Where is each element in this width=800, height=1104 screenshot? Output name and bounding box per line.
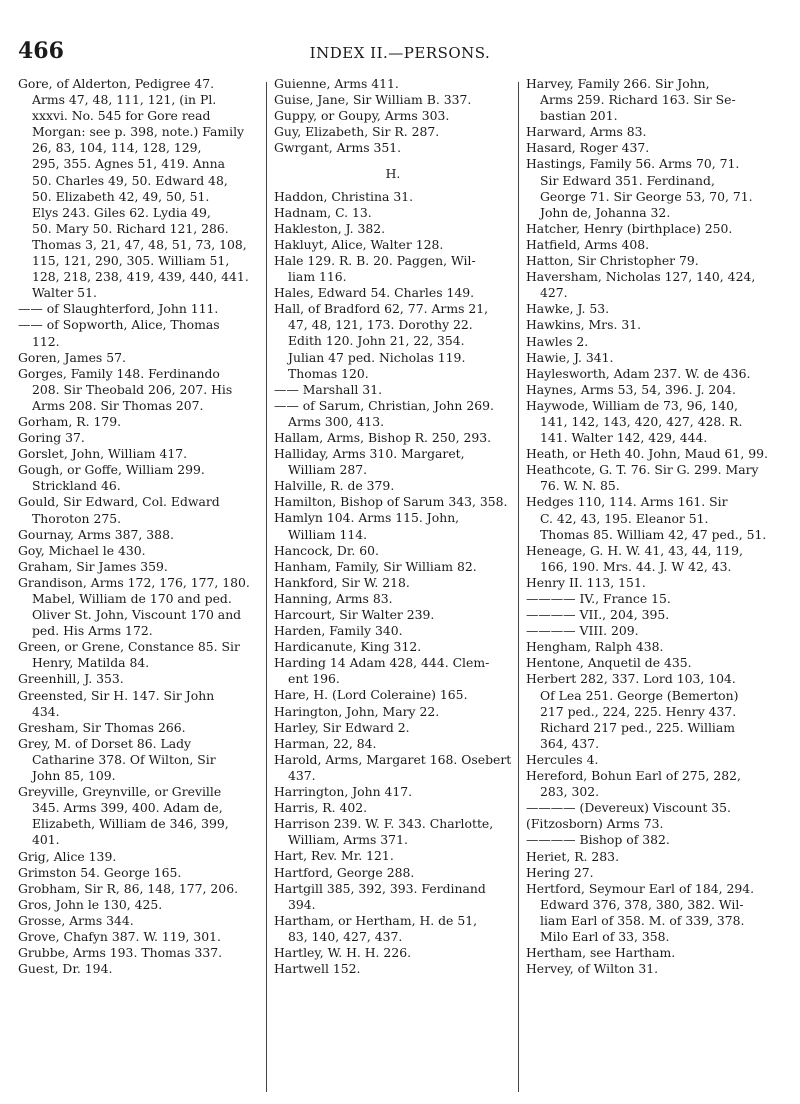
index-entry (18, 688, 262, 720)
index-entry-line: Hallam, Arms, Bishop R. 250, 293. (274, 429, 492, 445)
index-entry-line: Hartford, George 288. (274, 864, 415, 880)
index-entry (274, 816, 512, 848)
index-entry (18, 575, 262, 639)
index-entry-line: Harris, R. 402. (274, 800, 368, 816)
index-entry-line: Halliday, Arms 310. Margaret, (274, 446, 465, 462)
index-entry-line: Gros, John le 130, 425. (18, 896, 163, 912)
index-entry (274, 800, 512, 816)
index-entry (274, 704, 512, 720)
index-entry-line: Gore, of Alderton, Pedigree 47. (18, 76, 215, 91)
index-entry-line: ———— (Devereux) Viscount 35. (526, 800, 731, 816)
index-entry-continuation: 50. Elizabeth 42, 49, 50, 51. (32, 188, 210, 204)
index-entry-line: Heath, or Heth 40. John, Maud 61, 99. (526, 446, 768, 462)
index-column-right (526, 76, 784, 977)
index-entry (274, 189, 512, 205)
index-entry-continuation: 115, 121, 290, 305. William 51, (32, 253, 230, 269)
index-entry (526, 575, 784, 591)
index-entry-line: Hankford, Sir W. 218. (274, 574, 410, 590)
index-entry (526, 752, 784, 768)
index-entry-line: Guest, Dr. 194. (18, 961, 113, 977)
index-entry-line: Grubbe, Arms 193. Thomas 337. (18, 945, 223, 961)
index-entry-continuation: ped. His Arms 172. (32, 623, 153, 639)
index-entry-line: Harrington, John 417. (274, 784, 413, 800)
column-rule (518, 82, 519, 1092)
index-entry-line: Hering 27. (526, 864, 594, 880)
index-entry-line: Herbert 282, 337. Lord 103, 104. (526, 671, 736, 687)
index-entry (274, 720, 512, 736)
index-entry (526, 800, 784, 816)
index-entry-line: Gould, Sir Edward, Col. Edward (18, 494, 220, 510)
index-entry-continuation: Walter 51. (32, 285, 97, 301)
index-entry (274, 687, 512, 703)
index-entry-line: Hatfield, Arms 408. (526, 236, 650, 252)
index-entry (526, 816, 784, 832)
index-entry-line: Hall, of Bradford 62, 77. Arms 21, (274, 301, 489, 317)
index-entry-line: Harcourt, Sir Walter 239. (274, 607, 435, 622)
index-entry-continuation: 434. (32, 703, 60, 719)
index-entry (274, 736, 512, 752)
index-entry (18, 671, 262, 687)
index-entry-line: —— of Slaughterford, John 111. (18, 301, 219, 317)
index-entry (274, 221, 512, 237)
index-entry-line: Haylesworth, Adam 237. W. de 436. (526, 365, 751, 381)
index-entry-line: —— Marshall 31. (274, 381, 383, 397)
index-entry (18, 366, 262, 414)
index-entry (18, 317, 262, 349)
index-entry (18, 929, 262, 945)
index-entry-line: Hancock, Dr. 60. (274, 542, 379, 558)
index-entry-continuation: Thomas 85. William 42, 47 ped., 51. (540, 526, 767, 542)
index-entry-continuation: 364, 437. (540, 735, 600, 751)
index-entry (18, 720, 262, 736)
index-entry-continuation: 112. (32, 333, 60, 349)
index-entry (18, 559, 262, 575)
index-entry-line: —— of Sarum, Christian, John 269. (274, 397, 494, 413)
index-entry-line: Haynes, Arms 53, 54, 396. J. 204. (526, 381, 736, 397)
index-entry (526, 655, 784, 671)
index-entry (274, 285, 512, 301)
index-entry-line: Heneage, G. H. W. 41, 43, 44, 119, (526, 542, 743, 558)
index-entry-line: Guppy, or Goupy, Arms 303. (274, 108, 450, 124)
index-entry-continuation: Arms 47, 48, 111, 121, (in Pl. (32, 92, 217, 108)
index-entry (274, 108, 512, 124)
index-group-h (274, 189, 512, 978)
index-entry-continuation: 283, 302. (540, 784, 600, 800)
index-entry (274, 752, 512, 784)
index-entry-continuation: 345. Arms 399, 400. Adam de, (32, 800, 223, 816)
index-entry-continuation: 50. Charles 49, 50. Edward 48, (32, 172, 228, 188)
index-entry-line: Guise, Jane, Sir William B. 337. (274, 92, 472, 108)
index-entry (274, 639, 512, 655)
index-entry (526, 350, 784, 366)
index-entry-line: Halville, R. de 379. (274, 478, 395, 494)
index-entry (526, 382, 784, 398)
index-entry-line: Hales, Edward 54. Charles 149. (274, 285, 475, 301)
index-entry (18, 849, 262, 865)
index-entry-line: Gorslet, John, William 417. (18, 446, 188, 462)
index-entry-continuation: Sir Edward 351. Ferdinand, (540, 172, 715, 188)
index-entry (18, 414, 262, 430)
index-entry-line: Hamlyn 104. Arms 115. John, (274, 510, 460, 526)
index-entry-continuation: John de, Johanna 32. (540, 204, 671, 220)
index-entry (274, 237, 512, 253)
index-entry (526, 768, 784, 800)
index-entry-line: Goy, Michael le 430. (18, 542, 146, 558)
index-entry-line: Hamilton, Bishop of Sarum 343, 358. (274, 494, 508, 510)
index-entry-line: Hercules 4. (526, 751, 599, 767)
index-entry-line: Hastings, Family 56. Arms 70, 71. (526, 156, 740, 172)
index-entry (274, 76, 512, 92)
index-entry-continuation: Catharine 378. Of Wilton, Sir (32, 751, 216, 767)
index-entry-line: Hanham, Family, Sir William 82. (274, 558, 477, 574)
index-entry (526, 366, 784, 382)
index-entry-continuation: Thomas 120. (288, 365, 369, 381)
index-entry-line: Grey, M. of Dorset 86. Lady (18, 735, 192, 751)
index-entry (526, 543, 784, 575)
index-entry (18, 736, 262, 784)
index-entry-continuation: Strickland 46. (32, 478, 121, 494)
index-entry-line: Henry II. 113, 151. (526, 574, 646, 590)
index-entry (18, 76, 262, 301)
index-entry (274, 591, 512, 607)
index-entry (18, 446, 262, 462)
index-entry-continuation: 401. (32, 832, 60, 848)
index-entry-continuation: Thomas 3, 21, 47, 48, 51, 73, 108, (32, 236, 247, 252)
index-entry (274, 559, 512, 575)
index-entry (274, 124, 512, 140)
index-entry (526, 301, 784, 317)
index-entry-line: Hawke, J. 53. (526, 301, 610, 317)
index-entry-continuation: George 71. Sir George 53, 70, 71. (540, 188, 753, 204)
index-entry-continuation: C. 42, 43, 195. Eleanor 51. (540, 510, 709, 526)
index-entry (18, 430, 262, 446)
index-entry (274, 543, 512, 559)
index-entry-continuation: William, Arms 371. (288, 832, 408, 848)
page-number: 466 (18, 38, 64, 64)
index-entry (526, 945, 784, 961)
index-entry-continuation: 141. Walter 142, 429, 444. (540, 430, 708, 446)
index-entry-line: Hertford, Seymour Earl of 184, 294. (526, 880, 755, 896)
index-entry (274, 881, 512, 913)
index-entry-line: Guy, Elizabeth, Sir R. 287. (274, 124, 440, 140)
index-entry-line: Hakleston, J. 382. (274, 220, 386, 236)
index-entry-line: Green, or Grene, Constance 85. Sir (18, 639, 240, 655)
index-entry (526, 494, 784, 542)
index-entry-line: Hentone, Anquetil de 435. (526, 655, 692, 671)
index-entry-continuation: 437. (288, 767, 316, 783)
index-entry-line: Hartley, W. H. H. 226. (274, 944, 412, 960)
index-entry-line: Hatton, Sir Christopher 79. (526, 253, 699, 269)
index-entry (274, 494, 512, 510)
index-entry (526, 334, 784, 350)
index-entry (274, 575, 512, 591)
index-entry (18, 527, 262, 543)
index-entry-continuation: 217 ped., 224, 225. Henry 437. (540, 703, 737, 719)
index-entry (274, 655, 512, 687)
index-entry-line: Hare, H. (Lord Coleraine) 165. (274, 687, 468, 703)
index-entry (274, 253, 512, 285)
index-entry-continuation: Thoroton 275. (32, 510, 122, 526)
index-entry (274, 865, 512, 881)
index-entry (526, 398, 784, 446)
index-entry (18, 945, 262, 961)
index-entry-continuation: William 287. (288, 462, 368, 478)
index-entry (18, 897, 262, 913)
index-entry (526, 156, 784, 220)
index-entry-line: (Fitzosborn) Arms 73. (526, 816, 664, 832)
index-entry (18, 350, 262, 366)
index-entry (526, 591, 784, 607)
index-entry-continuation: 47, 48, 121, 173. Dorothy 22. (288, 317, 473, 333)
index-entry (274, 848, 512, 864)
index-entry-continuation: William 114. (288, 526, 368, 542)
index-entry-line: Harley, Sir Edward 2. (274, 719, 410, 735)
index-entry (526, 865, 784, 881)
index-entry (274, 205, 512, 221)
column-rule (266, 82, 267, 1092)
index-entry (526, 881, 784, 945)
index-entry-continuation: Of Lea 251. George (Bemerton) (540, 687, 739, 703)
index-entry-continuation: Mabel, William de 170 and ped. (32, 591, 232, 606)
index-entry (526, 639, 784, 655)
index-entry (526, 671, 784, 751)
index-entry-line: Greenhill, J. 353. (18, 671, 124, 687)
index-entry-line: Harden, Family 340. (274, 623, 403, 639)
index-entry (18, 301, 262, 317)
index-entry-line: Gresham, Sir Thomas 266. (18, 719, 186, 735)
index-entry (526, 607, 784, 623)
index-entry-line: Hawles 2. (526, 333, 589, 349)
index-entry-line: Grove, Chafyn 387. W. 119, 301. (18, 928, 221, 944)
index-entry (274, 510, 512, 542)
index-entry-continuation: liam Earl of 358. M. of 339, 378. (540, 912, 745, 928)
index-entry-continuation: Arms 259. Richard 163. Sir Se- (540, 92, 736, 108)
index-entry-line: Gorges, Family 148. Ferdinando (18, 365, 220, 381)
index-entry-continuation: Julian 47 ped. Nicholas 119. (288, 349, 466, 365)
index-entry (18, 865, 262, 881)
index-entry-line: Gournay, Arms 387, 388. (18, 526, 174, 542)
index-entry-continuation: xxxvi. No. 545 for Gore read (32, 108, 211, 124)
index-entry-line: Hedges 110, 114. Arms 161. Sir (526, 494, 728, 510)
index-entry-continuation: Milo Earl of 33, 358. (540, 928, 670, 944)
index-entry (526, 446, 784, 462)
index-entry (18, 961, 262, 977)
running-head: INDEX II.—PERSONS. (309, 44, 491, 62)
index-entry-line: Hale 129. R. B. 20. Paggen, Wil- (274, 252, 476, 268)
index-entry-line: Hanning, Arms 83. (274, 590, 393, 606)
index-entry (18, 784, 262, 848)
index-entry-continuation: 128, 218, 238, 419, 439, 440, 441. (32, 269, 249, 285)
index-entry-line: Haversham, Nicholas 127, 140, 424, (526, 269, 756, 285)
index-entry (274, 398, 512, 430)
index-entry-line: Hart, Rev. Mr. 121. (274, 848, 394, 864)
index-entry (526, 849, 784, 865)
index-entry (526, 832, 784, 848)
index-entry-line: Gorham, R. 179. (18, 413, 122, 429)
index-entry (18, 881, 262, 897)
index-entry-line: ———— VIII. 209. (526, 623, 639, 639)
index-group-g-end (274, 76, 512, 156)
index-entry-continuation: Oliver St. John, Viscount 170 and (32, 607, 242, 623)
index-entry-continuation: Elizabeth, William de 346, 399, (32, 816, 229, 832)
index-entry-line: Hatcher, Henry (birthplace) 250. (526, 220, 733, 236)
index-entry-line: Harrison 239. W. F. 343. Charlotte, (274, 816, 494, 832)
index-entry-continuation: 76. W. N. 85. (540, 478, 620, 494)
index-entry (526, 317, 784, 333)
index-entry (18, 462, 262, 494)
index-entry (526, 76, 784, 124)
index-entry-line: Harman, 22, 84. (274, 735, 377, 751)
index-entry-continuation: Edward 376, 378, 380, 382. Wil- (540, 896, 744, 912)
index-entry-continuation: Henry, Matilda 84. (32, 655, 150, 671)
index-entry (274, 92, 512, 108)
index-entry-continuation: liam 116. (288, 269, 347, 285)
index-entry-line: Hartgill 385, 392, 393. Ferdinand (274, 880, 486, 896)
index-entry-line: Gough, or Goffe, William 299. (18, 462, 205, 478)
page-header (0, 0, 800, 70)
index-entry (274, 140, 512, 156)
index-entry-line: Haddon, Christina 31. (274, 188, 414, 204)
index-entry-line: Hartwell 152. (274, 961, 361, 977)
index-entry-line: Hasard, Roger 437. (526, 140, 650, 156)
index-entry-continuation: 394. (288, 896, 316, 912)
index-entry-line: Hengham, Ralph 438. (526, 639, 664, 655)
index-entry-continuation: John 85, 109. (32, 768, 116, 784)
index-entry-line: Harington, John, Mary 22. (274, 703, 440, 719)
index-entry-line: Heriet, R. 283. (526, 848, 620, 864)
index-entry (526, 269, 784, 301)
index-column-left (18, 76, 262, 977)
index-entry-line: Hereford, Bohun Earl of 275, 282, (526, 768, 741, 784)
index-entry (18, 913, 262, 929)
index-entry-line: Graham, Sir James 359. (18, 558, 168, 574)
index-entry (18, 639, 262, 671)
index-entry-line: Heathcote, G. T. 76. Sir G. 299. Mary (526, 462, 759, 478)
index-entry-continuation: 83, 140, 427, 437. (288, 928, 403, 944)
index-entry-line: Hawkins, Mrs. 31. (526, 317, 642, 333)
index-entry (526, 221, 784, 237)
index-entry-line: Goring 37. (18, 430, 85, 446)
index-entry-continuation: Elys 243. Giles 62. Lydia 49, (32, 204, 211, 220)
index-entry-continuation: 427. (540, 285, 568, 301)
index-entry-continuation: Arms 300, 413. (288, 413, 385, 429)
index-entry-line: Greensted, Sir H. 147. Sir John (18, 687, 215, 703)
index-entry (274, 446, 512, 478)
index-entry-continuation: 50. Mary 50. Richard 121, 286. (32, 220, 229, 236)
index-entry-line: Harding 14 Adam 428, 444. Clem- (274, 655, 490, 671)
index-entry-continuation: 26, 83, 104, 114, 128, 129, (32, 140, 202, 156)
index-entry-line: Hartham, or Hertham, H. de 51, (274, 912, 478, 928)
index-entry-line: Grobham, Sir R, 86, 148, 177, 206. (18, 880, 239, 896)
index-entry-line: Harold, Arms, Margaret 168. Osebert (274, 751, 512, 767)
index-entry-continuation: bastian 201. (540, 108, 618, 124)
index-entry-continuation: ent 196. (288, 671, 340, 687)
index-entry-line: Greyville, Greynville, or Greville (18, 784, 222, 800)
index-entry (526, 237, 784, 253)
index-entry (526, 462, 784, 494)
index-entry (274, 913, 512, 945)
index-entry (274, 784, 512, 800)
index-entry-line: Goren, James 57. (18, 349, 126, 365)
index-entry (274, 623, 512, 639)
index-entry (274, 945, 512, 961)
index-entry (274, 961, 512, 977)
index-entry (526, 961, 784, 977)
index-entry-continuation: 295, 355. Agnes 51, 419. Anna (32, 156, 226, 172)
index-entry (274, 301, 512, 381)
index-entry-line: Guienne, Arms 411. (274, 76, 399, 91)
index-entry (274, 607, 512, 623)
index-entry-continuation: Edith 120. John 21, 22, 354. (288, 333, 465, 349)
index-entry-continuation: 166, 190. Mrs. 44. J. W 42, 43. (540, 558, 732, 574)
index-entry (526, 140, 784, 156)
index-entry-line: Grimston 54. George 165. (18, 864, 182, 880)
index-entry (18, 494, 262, 526)
index-entry-line: Hawie, J. 341. (526, 349, 614, 365)
section-letter: H. (385, 166, 401, 182)
index-entry-line: Grig, Alice 139. (18, 848, 117, 864)
index-entry (274, 382, 512, 398)
index-entry-line: Hardicanute, King 312. (274, 639, 422, 655)
index-entry-line: Haywode, William de 73, 96, 140, (526, 397, 738, 413)
index-entry-line: ———— VII., 204, 395. (526, 607, 670, 623)
index-entry-line: Hertham, see Hartham. (526, 945, 676, 961)
index-entry-continuation: Morgan: see p. 398, note.) Family (32, 124, 245, 140)
index-entry-line: Harvey, Family 266. Sir John, (526, 76, 710, 91)
index-entry-line: —— of Sopworth, Alice, Thomas (18, 317, 220, 333)
index-entry-continuation: 208. Sir Theobald 206, 207. His (32, 381, 233, 397)
index-entry-continuation: 141, 142, 143, 420, 427, 428. R. (540, 413, 743, 429)
index-entry-line: ———— IV., France 15. (526, 591, 671, 606)
index-entry-continuation: Richard 217 ped., 225. William (540, 719, 736, 735)
index-entry-line: Hakluyt, Alice, Walter 128. (274, 236, 444, 252)
index-entry (526, 124, 784, 140)
index-entry-line: Hadnam, C. 13. (274, 204, 372, 220)
index-column-middle (274, 76, 512, 977)
index-entry-line: ———— Bishop of 382. (526, 832, 670, 848)
index-entry (274, 430, 512, 446)
index-entry (526, 623, 784, 639)
index-entry-continuation: Arms 208. Sir Thomas 207. (32, 397, 204, 413)
index-entry-line: Gwrgant, Arms 351. (274, 140, 402, 156)
index-entry-line: Grosse, Arms 344. (18, 912, 134, 928)
index-entry-line: Grandison, Arms 172, 176, 177, 180. (18, 574, 250, 590)
index-entry-line: Harward, Arms 83. (526, 124, 647, 140)
index-entry (18, 543, 262, 559)
index-entry (526, 253, 784, 269)
index-entry (274, 478, 512, 494)
index-entry-line: Hervey, of Wilton 31. (526, 961, 659, 977)
